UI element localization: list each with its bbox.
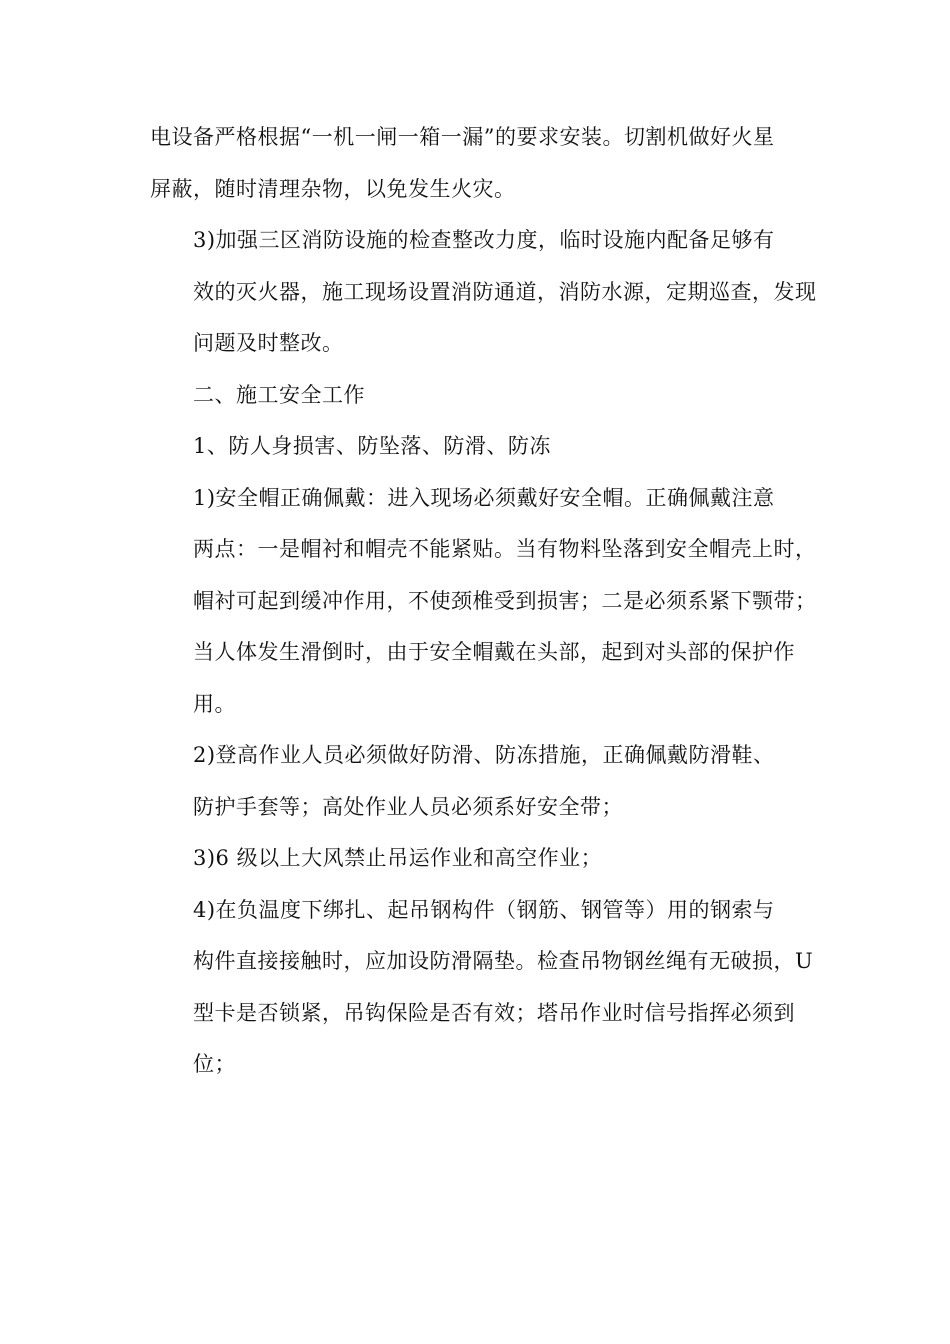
section-heading-construction-safety — [150, 370, 800, 422]
text-line: 3)6 级以上大风禁止吊运作业和高空作业； — [193, 846, 603, 870]
text-line: 3)加强三区消防设施的检查整改力度，临时设施内配备足够有 — [193, 228, 775, 252]
paragraph-lifting-steel — [150, 885, 814, 1091]
text-line: 型卡是否锁紧，吊钩保险是否有效；塔吊作业时信号指挥必须到 — [193, 1000, 795, 1025]
paragraph-working-at-height — [150, 730, 800, 833]
text-line: 位； — [193, 1052, 236, 1076]
text-line: 用。 — [193, 691, 236, 716]
text-line: 1)安全帽正确佩戴：进入现场必须戴好安全帽。正确佩戴注意 — [193, 485, 775, 510]
text-line: 防护手套等；高处作业人员必须系好安全带； — [193, 794, 623, 819]
document-body — [150, 112, 817, 1091]
paragraph-helmet — [150, 473, 817, 731]
text-line: 帽衬可起到缓冲作用，不使颈椎受到损害；二是必须系紧下颚带； — [193, 588, 817, 613]
text-line: 效的灭火器，施工现场设置消防通道，消防水源，定期巡查，发现 — [193, 279, 817, 304]
text-line: 屏蔽，随时清理杂物，以免发生火灾。 — [150, 176, 516, 201]
paragraph-electrical-equipment — [150, 112, 800, 215]
paragraph-fire-facilities — [150, 215, 817, 370]
paragraph-wind-restriction — [150, 833, 800, 885]
text-line: 构件直接接触时，应加设防滑隔垫。检查吊物钢丝绳有无破损，U — [193, 949, 814, 973]
text-line: 1、防人身损害、防坠落、防滑、防冻 — [193, 434, 551, 458]
text-line: 问题及时整改。 — [193, 331, 344, 355]
text-line: 当人体发生滑倒时，由于安全帽戴在头部，起到对头部的保护作 — [193, 640, 795, 664]
text-line: 2)登高作业人员必须做好防滑、防冻措施，正确佩戴防滑鞋、 — [193, 743, 775, 767]
text-line: 两点：一是帽衬和帽壳不能紧贴。当有物料坠落到安全帽壳上时， — [193, 537, 817, 561]
text-line: 电设备严格根据“一机一闸一箱一漏”的要求安装。切割机做好火星 — [150, 125, 775, 149]
subsection-heading-injury-prevention — [150, 421, 800, 473]
text-line: 4)在负温度下绑扎、起吊钢构件（钢筋、钢管等）用的钢索与 — [193, 897, 775, 922]
text-line: 二、施工安全工作 — [193, 382, 365, 407]
